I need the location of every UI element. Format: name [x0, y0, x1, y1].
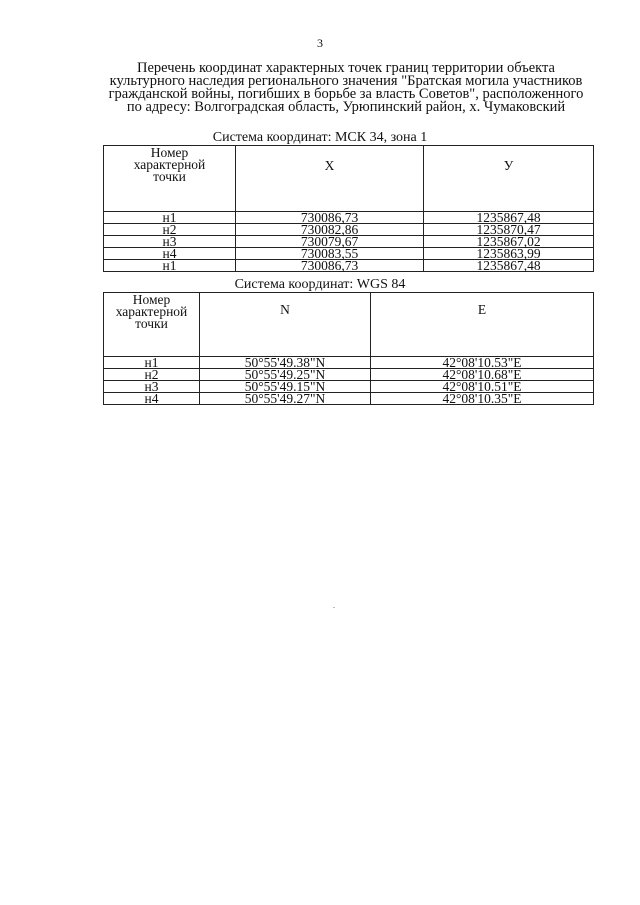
table-row — [104, 393, 594, 405]
msk-system-caption: Система координат: МСК 34, зона 1 — [212, 130, 428, 145]
table-row — [104, 260, 594, 272]
point-cell: н4 — [104, 248, 236, 260]
header-line: Номер — [132, 292, 171, 307]
wgs-coordinates-table — [103, 292, 594, 405]
x-cell: 730086,73 — [236, 260, 424, 272]
y-header: У — [424, 146, 594, 212]
header-line: точки — [153, 169, 186, 184]
point-cell: н3 — [104, 236, 236, 248]
n-header: N — [200, 293, 371, 357]
point-cell: н1 — [104, 212, 236, 224]
x-cell: 730086,73 — [236, 212, 424, 224]
e-cell: 42°08'10.53"E — [371, 357, 594, 369]
title-line: по адресу: Волгоградская область, Урюпинский район, х. Чумаковский — [126, 99, 566, 115]
n-cell: 50°55'49.25"N — [200, 369, 371, 381]
n-cell: 50°55'49.15"N — [200, 381, 371, 393]
document-title — [90, 62, 602, 114]
y-cell: 1235870,47 — [424, 224, 594, 236]
n-cell: 50°55'49.38"N — [200, 357, 371, 369]
e-cell: 42°08'10.68"E — [371, 369, 594, 381]
point-cell: н4 — [104, 393, 200, 405]
n-cell: 50°55'49.27"N — [200, 393, 371, 405]
title-line: культурного наследия регионального значения "Братская могила участников — [109, 73, 583, 89]
x-cell: 730079,67 — [236, 236, 424, 248]
x-cell: 730082,86 — [236, 224, 424, 236]
title-line: Перечень координат характерных точек границ территории объекта — [137, 60, 555, 76]
msk-coordinates-table — [103, 145, 594, 272]
header-line: точки — [135, 316, 168, 331]
x-header: X — [236, 146, 424, 212]
title-line: гражданской войны, погибших в борьбе за власть Советов", расположенного — [108, 86, 584, 102]
point-cell: н2 — [104, 224, 236, 236]
point-cell: н3 — [104, 381, 200, 393]
e-cell: 42°08'10.51"E — [371, 381, 594, 393]
y-cell: 1235867,02 — [424, 236, 594, 248]
y-cell: 1235863,99 — [424, 248, 594, 260]
page-number: 3 — [317, 36, 323, 50]
point-number-header — [104, 146, 236, 212]
header-line: характерной — [115, 304, 188, 319]
wgs-system-caption: Система координат: WGS 84 — [234, 277, 406, 292]
stray-dot-mark — [333, 607, 335, 608]
point-number-header — [104, 293, 200, 357]
header-line: Номер — [150, 145, 189, 160]
e-header: E — [371, 293, 594, 357]
e-cell: 42°08'10.35"E — [371, 393, 594, 405]
point-cell: н1 — [104, 357, 200, 369]
point-cell: н1 — [104, 260, 236, 272]
header-line: характерной — [133, 157, 206, 172]
y-cell: 1235867,48 — [424, 260, 594, 272]
table-header-row — [104, 293, 594, 357]
x-cell: 730083,55 — [236, 248, 424, 260]
point-cell: н2 — [104, 369, 200, 381]
table-header-row — [104, 146, 594, 212]
y-cell: 1235867,48 — [424, 212, 594, 224]
